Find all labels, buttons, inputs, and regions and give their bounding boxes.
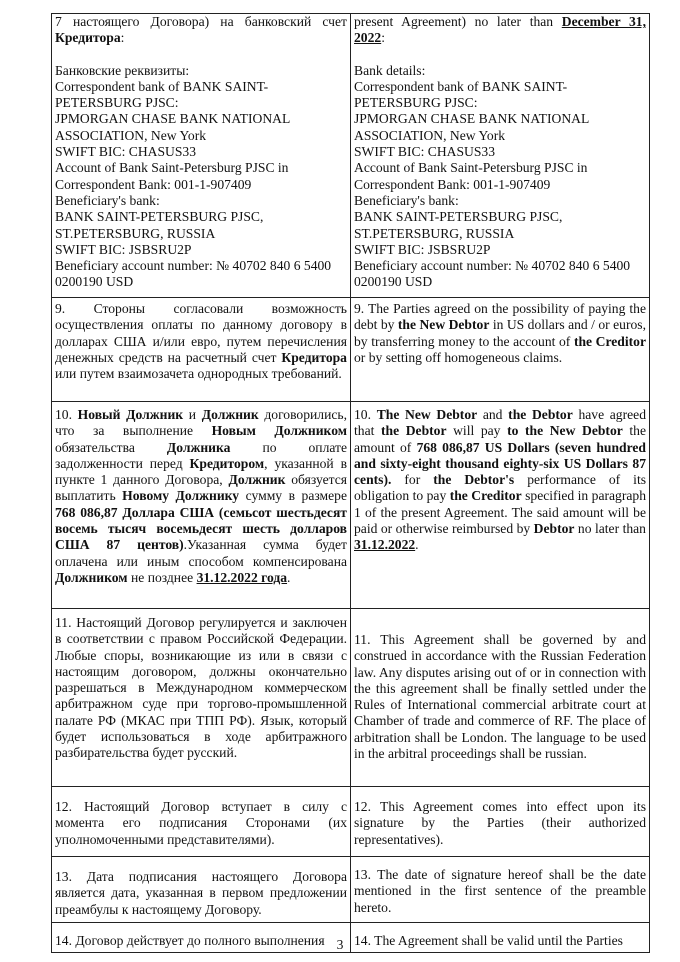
clause-text: или путем взаимозачета однородных требований.: [55, 366, 342, 382]
en-clause-14: 14. The Agreement shall be valid until the Parties: [354, 933, 623, 948]
ru-clause-11: 11. Настоящий Договор регулируется и заключен в соответствии с правом Российской Федерации. Любые споры, возникающие из или в связи с настоящим договором, должны окончательно разрешаться в Международном коммерческом арбитражном суде при торгово-промышленной палате РФ (МКАС при ТПП РФ). Язык, который будет использоваться в ходе арбитражного разбирательства будет русский.: [55, 615, 347, 761]
bank-line: Bank details:: [354, 62, 426, 78]
ru-creditor-term: Кредитора: [55, 30, 121, 46]
bank-line: Beneficiary account number: № 40702 840 6 5400: [354, 258, 631, 274]
clause-text: no later than: [577, 521, 646, 537]
bilingual-agreement-table: [51, 13, 650, 953]
clause-text: in US dollars and / or euros, by transferring money to the account of: [354, 317, 646, 349]
english-column-cell: [351, 402, 650, 609]
bank-line: Correspondent bank of BANK SAINT-: [354, 78, 568, 94]
en-deadline-date: December 31, 2022: [354, 14, 646, 46]
ru-creditor-term: Кредитора: [281, 349, 347, 365]
russian-column-cell: [52, 402, 351, 609]
bank-line: Beneficiary's bank:: [55, 192, 160, 208]
english-column-cell: [351, 787, 650, 857]
en-debtor-term: the Debtor's: [433, 472, 515, 488]
en-new-debtor-term: the New Debtor: [397, 317, 490, 333]
bank-line: ST.PETERSBURG, RUSSIA: [55, 225, 216, 241]
en-new-debtor-term: to the New Debtor: [507, 423, 623, 439]
clause-number: 10.: [354, 407, 371, 422]
clause-text: договорились, что за выполнение: [55, 407, 347, 439]
bank-line: PETERSBURG PJSC:: [55, 95, 179, 111]
en-creditor-term: the Creditor: [573, 333, 646, 349]
en-debtor-term: the Debtor: [508, 407, 573, 422]
bank-line: Account of Bank Saint-Petersburg PJSC in: [55, 160, 289, 176]
bank-line: ST.PETERSBURG, RUSSIA: [354, 225, 515, 241]
clause-text: specified in paragraph 1 of the present Agreement. The said amount will be paid or otherwise reimbursed by: [354, 488, 647, 537]
bank-line: JPMORGAN CHASE BANK NATIONAL: [354, 111, 590, 127]
english-column-cell: [351, 14, 650, 298]
ru-clause-12: 12. Настоящий Договор вступает в силу с момента его подписания Сторонами (их уполномоченными представителями).: [55, 799, 347, 847]
ru-debtor-term: Должник: [201, 407, 259, 422]
bank-line: JPMORGAN CHASE BANK NATIONAL: [55, 111, 291, 127]
en-deadline-date: 31.12.2022: [354, 537, 416, 553]
clause-text: will pay: [453, 423, 501, 439]
clause-text: 9. The Parties agreed on the possibility of paying the debt by: [354, 301, 646, 333]
en-clause-11: 11. This Agreement shall be governed by and construed in accordance with the Russian Federation law. Any disputes arising out of or in connection with the this agreement shall be finally settled under the Rules of International commercial arbitrate court at Chamber of trade and commerce of RF. The place of arbitration shall be London. The language to be used in the arbitral proceedings shall be russian.: [354, 632, 646, 762]
english-column-cell: [351, 609, 650, 787]
en-debtor-term: Debtor: [533, 521, 575, 537]
bank-line: SWIFT BIC: CHASUS33: [354, 144, 496, 160]
bank-line: ASSOCIATION, New York: [354, 127, 506, 143]
en-debtor-term: the Debtor: [381, 423, 447, 439]
clause-text: обязуется выплатить: [55, 472, 347, 504]
bank-line: ASSOCIATION, New York: [55, 127, 207, 143]
clause-text: , указанной в пункте 1 данного Договора,: [55, 455, 347, 488]
clause-text: сумму в размере: [245, 488, 348, 504]
colon: :: [381, 30, 385, 46]
bank-line: Correspondent bank of BANK SAINT-: [55, 78, 269, 94]
clause-text: performance of its obligation to pay: [354, 472, 647, 504]
russian-column-cell: [52, 857, 351, 923]
clause-text: the amount of: [354, 423, 646, 455]
ru-new-debtor-term: Новый Должник: [77, 407, 184, 422]
bank-line: Beneficiary's bank:: [354, 192, 459, 208]
ru-clause-13: 13. Дата подписания настоящего Договора является дата, указанная в первом предложении преамбулы к настоящему Договору.: [55, 869, 347, 917]
russian-column-cell: [52, 298, 351, 402]
ru-debtor-term: Должником: [55, 569, 128, 585]
ru-creditor-term: Кредитором: [189, 455, 265, 471]
russian-column-cell: [52, 14, 351, 298]
table-row: [52, 787, 650, 857]
en-creditor-term: the Creditor: [449, 488, 522, 504]
table-row: [52, 14, 650, 298]
clause-text: or by setting off homogeneous claims.: [354, 349, 563, 365]
en-intro-text: present Agreement) no later than: [354, 14, 554, 29]
clause-text: have agreed that: [354, 407, 646, 439]
table-row: [52, 857, 650, 923]
bank-line: SWIFT BIC: JSBSRU2P: [55, 241, 192, 257]
clause-text: .Указанная сумма будет оплачена или иным способом компенсирована: [55, 537, 347, 569]
ru-intro-text: 7 настоящего Договора) на банковский счет: [55, 14, 347, 29]
ru-clause-9: [55, 301, 347, 382]
bank-line: PETERSBURG PJSC:: [354, 95, 478, 111]
en-clause-12: 12. This Agreement comes into effect upon its signature by the Parties (their authorized representatives).: [354, 799, 646, 847]
ru-amount: 768 086,87 Доллара США (семьсот шестьдесят восемь тысяч восемьдесят шесть долларов США 87 центов): [55, 504, 347, 553]
bank-line: 0200190 USD: [55, 274, 134, 290]
en-clause-9: [354, 301, 646, 366]
clause-text: for: [404, 472, 421, 488]
period: .: [415, 537, 419, 553]
bank-line: SWIFT BIC: CHASUS33: [55, 144, 197, 160]
bank-line: Correspondent Bank: 001-1-907409: [354, 176, 551, 192]
russian-column-cell: [52, 787, 351, 857]
ru-clause-10: [55, 407, 347, 586]
en-new-debtor-term: The New Debtor: [376, 407, 478, 422]
clause-text: и: [188, 407, 197, 422]
clause-text: по оплате задолженности перед: [55, 439, 348, 471]
english-column-cell: [351, 298, 650, 402]
ru-debtor-term: Должник: [228, 472, 286, 488]
english-column-cell: [351, 857, 650, 923]
clause-text: 9. Стороны согласовали возможность осуществления оплаты по данному договору в долларах США и/или евро, путем перечисления денежных средств на расчетный счет: [55, 301, 347, 365]
en-clause-10: [354, 407, 646, 554]
bank-line: BANK SAINT-PETERSBURG PJSC,: [55, 209, 264, 225]
en-clause-13: 13. The date of signature hereof shall be the date mentioned in the first sentence of the preamble hereto.: [354, 867, 646, 915]
table-row: [52, 298, 650, 402]
ru-clause-14: 14. Договор действует до полного выполнения: [55, 933, 325, 948]
ru-new-debtor-term: Новым Должником: [211, 423, 347, 439]
bank-line: SWIFT BIC: JSBSRU2P: [354, 241, 491, 257]
table-row: [52, 609, 650, 787]
ru-bank-details: [55, 63, 347, 291]
ru-intro-line: [55, 14, 347, 47]
table-row: [52, 402, 650, 609]
bank-line: BANK SAINT-PETERSBURG PJSC,: [354, 209, 563, 225]
ru-new-debtor-term: Новому Должнику: [122, 488, 240, 504]
clause-text: обязательства: [55, 439, 135, 455]
bank-line: Correspondent Bank: 001-1-907409: [55, 176, 252, 192]
clause-text: не позднее: [130, 569, 194, 585]
bank-line: Банковские реквизиты:: [55, 62, 190, 78]
en-bank-details: [354, 63, 646, 291]
russian-column-cell: [52, 609, 351, 787]
page-number: 3: [336, 937, 344, 952]
colon: :: [120, 30, 125, 46]
ru-debtor-term: Должника: [166, 439, 231, 455]
bank-line: Account of Bank Saint-Petersburg PJSC in: [354, 160, 588, 176]
bank-line: Beneficiary account number: № 40702 840 6 5400: [55, 258, 332, 274]
en-amount: 768 086,87 US Dollars (seven hundred and sixty-eight thousand eighty-six US Dollars 87 cents).: [354, 439, 646, 488]
period: .: [287, 569, 291, 585]
bank-line: 0200190 USD: [354, 274, 433, 290]
clause-number: 10.: [55, 407, 72, 422]
en-intro-line: [354, 14, 646, 47]
ru-deadline-date: 31.12.2022 года: [196, 569, 288, 585]
clause-text: and: [482, 407, 503, 422]
